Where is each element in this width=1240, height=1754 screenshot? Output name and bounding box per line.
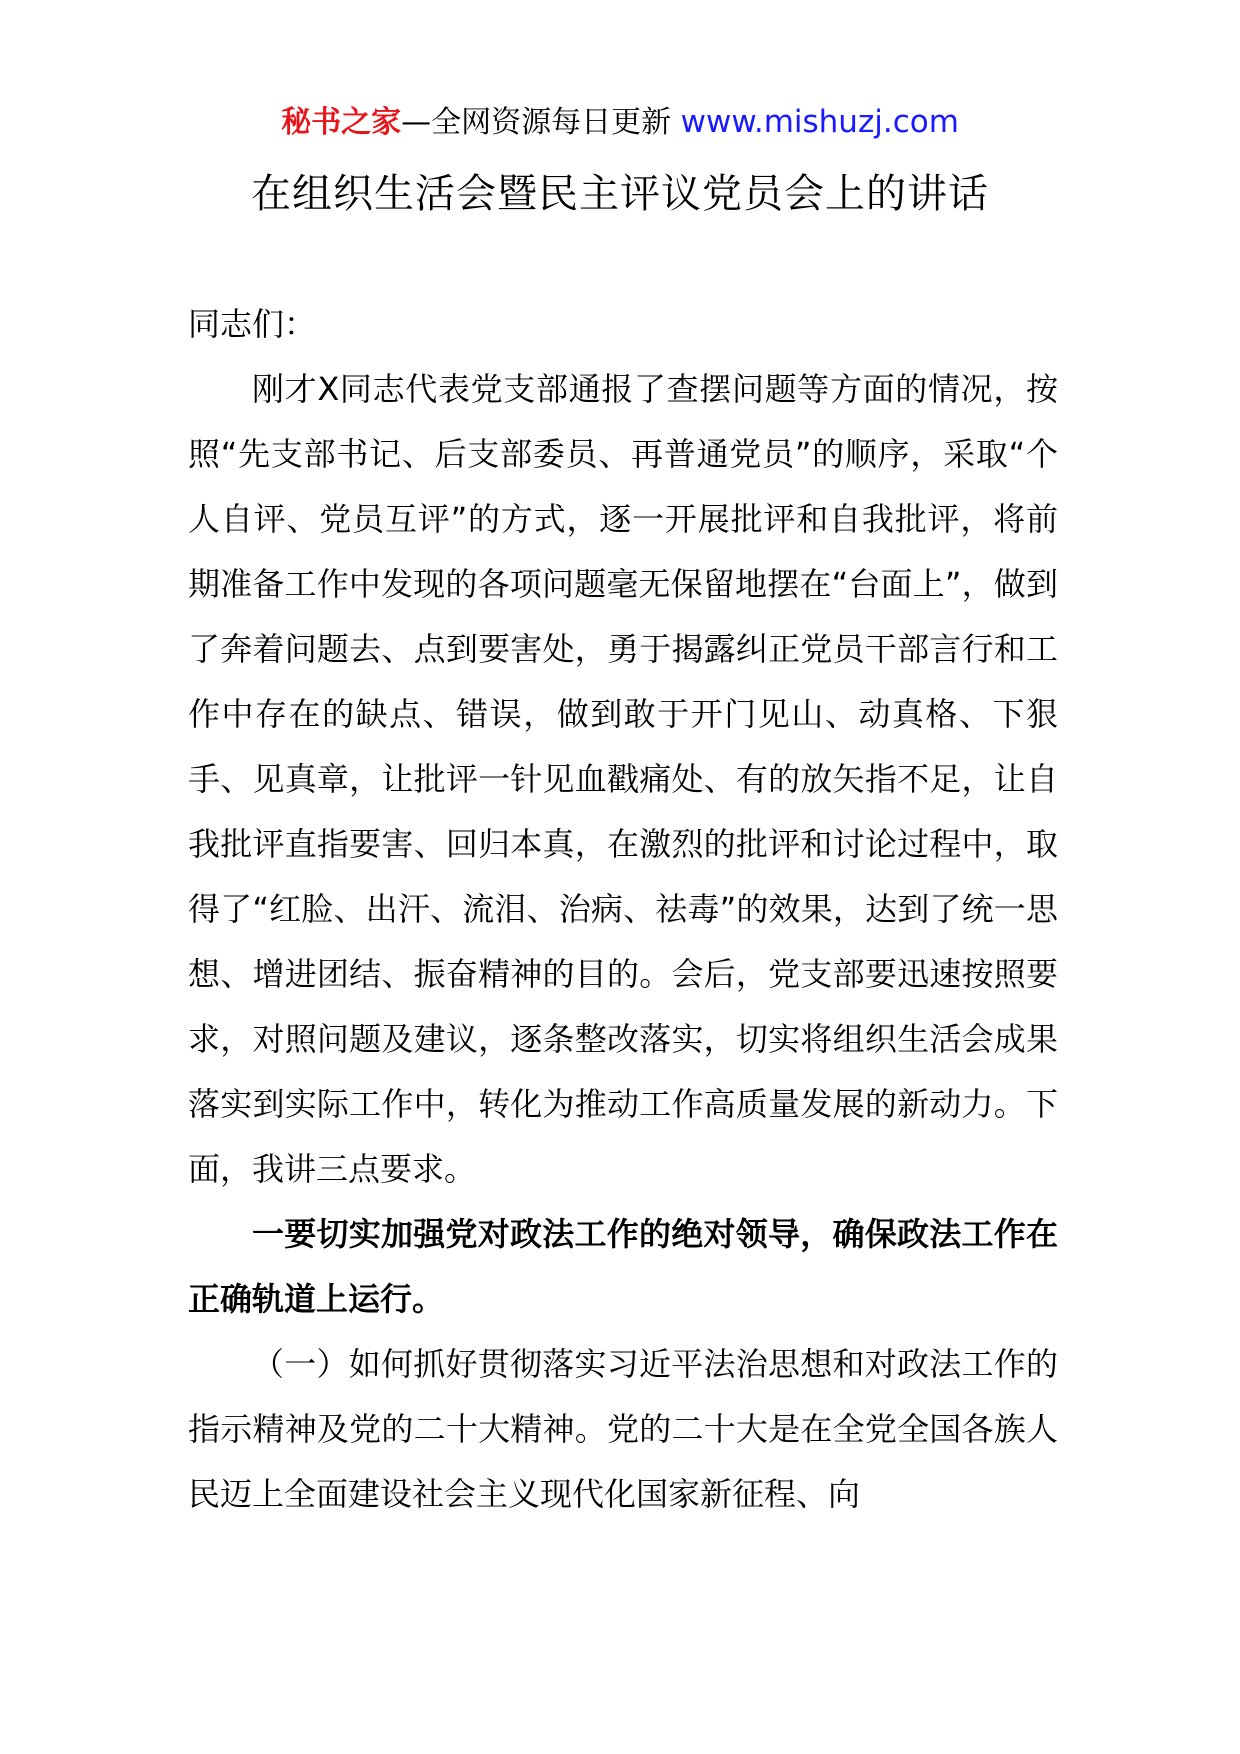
document-title: 在组织生活会暨民主评议党员会上的讲话 xyxy=(251,171,989,217)
site-tagline: —全网资源每日更新 xyxy=(401,105,672,140)
document-body xyxy=(188,292,1058,1527)
salutation: 同志们： xyxy=(188,305,317,343)
body-paragraph-1: 刚才X同志代表党支部通报了查摆问题等方面的情况，按照“先支部书记、后支部委员、再普通党员”的顺序，采取“个人自评、党员互评”的方式，逐一开展批评和自我批评，将前期准备工作中发现的各项问题毫无保留地摆在“台面上”，做到了奔着问题去、点到要害处，勇于揭露纠正党员干部言行和工作中存在的缺点、错误，做到敢于开门见山、动真格、下狠手、见真章，让批评一针见血戳痛处、有的放矢指不足，让自我批评直指要害、回归本真，在激烈的批评和讨论过程中，取得了“红脸、出汗、流泪、治病、祛毒”的效果，达到了统一思想、增进团结、振奋精神的目的。会后，党支部要迅速按照要求，对照问题及建议，逐条整改落实，切实将组织生活会成果落实到实际工作中，转化为推动工作高质量发展的新动力。下面，我讲三点要求。 xyxy=(188,370,1058,1188)
section-heading-1: 一要切实加强党对政法工作的绝对领导，确保政法工作在正确轨道上运行。 xyxy=(188,1215,1058,1318)
site-brand: 秘书之家 xyxy=(281,105,402,140)
body-paragraph-2: （一）如何抓好贯彻落实习近平法治思想和对政法工作的指示精神及党的二十大精神。党的二十大是在全党全国各族人民迈上全面建设社会主义现代化国家新征程、向 xyxy=(188,1345,1058,1513)
site-url-link[interactable]: www.mishuzj.com xyxy=(680,104,959,140)
site-header xyxy=(0,102,1240,143)
